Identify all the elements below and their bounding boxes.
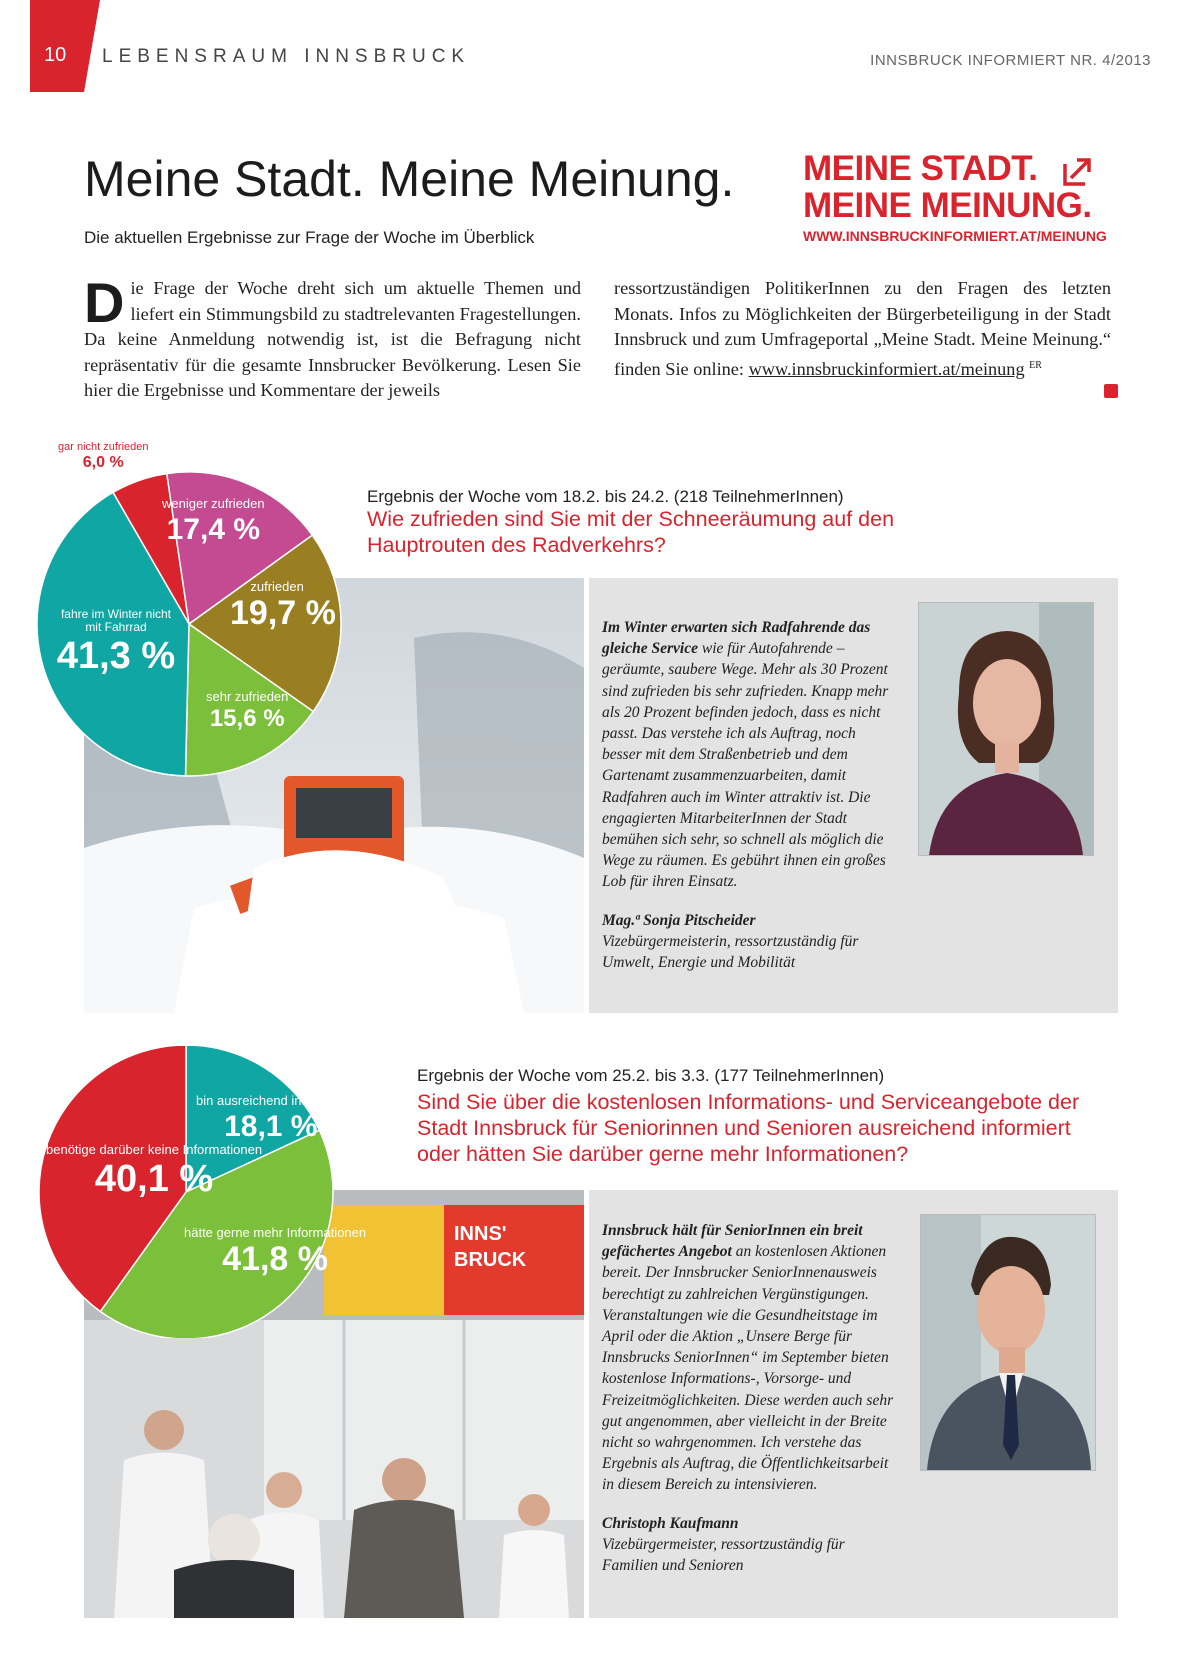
intro-column-right: [614, 276, 1111, 382]
pie2-keine-label: benötige darüber keine Informationen: [46, 1142, 263, 1157]
pie2-label-keine: [46, 1143, 262, 1201]
logo-line-1: MEINE STADT.: [803, 149, 1038, 188]
banner-brand: INNS': [454, 1223, 507, 1245]
pie1-zufrieden-label: zufrieden: [250, 579, 304, 594]
issue-label: INNSBRUCK INFORMIERT NR. 4/2013: [870, 52, 1151, 69]
intro-column-left: [84, 271, 581, 404]
pie2-ausreichend-label: bin ausreichend informiert: [196, 1093, 346, 1108]
pie2-gerne-value: 41,8 %: [222, 1240, 328, 1278]
page-title: Meine Stadt. Meine Meinung.: [84, 151, 735, 207]
poll1-comment-body: wie für Autofahrende – geräumte, saubere Wege. Mehr als 30 Prozent sind zufrieden bis sehr zufrieden. Knapp mehr als 20 Prozent befinden jedoch, dass es nicht passt. Das verstehe ich als Auftrag, noch besser mit dem Straßenbetrieb und dem Gartenamt zusammenzuarbeiten, damit Radfahren auch im Winter attraktiv ist. Die engagierten MitarbeiterInnen der Stadt bemühen sich sehr, so schnell als möglich die Wege zu räumen. Es gebührt ihnen ein großes Lob für ihren Einsatz.: [602, 640, 889, 891]
logo-url[interactable]: WWW.INNSBRUCKINFORMIERT.AT/MEINUNG: [803, 228, 1107, 244]
page-number: 10: [44, 44, 67, 66]
external-link-arrow-icon: [1061, 156, 1093, 186]
poll2-comment-body: an kostenlosen Aktionen bereit. Der Innsbrucker SeniorInnenausweis berechtigt zu zahlreichen Vergünstigungen. Veranstaltungen wie die Gesundheitstage im April oder die Aktion „Unsere Berge für Innsbrucks SeniorInnen“ im September bieten kostenlose Informations-, Vorsorge- und Freizeitmöglichkeiten. Diese werden auch sehr gut angenommen, aber vielleicht in der Breite nicht so wahrgenommen. Ich verstehe das Ergebnis als Auftrag, die Öffentlichkeitsarbeit in diesem Bereich zu intensivieren.: [602, 1243, 894, 1494]
pie1-label-weniger: [162, 497, 265, 549]
pie2-ausreichend-value: 18,1 %: [224, 1110, 318, 1143]
poll2-question: Sind Sie über die kostenlosen Informations- und Serviceangebote der Stadt Innsbruck für Seniorinnen und Senioren ausreichend informiert oder hätten Sie darüber gerne mehr Informationen?: [417, 1090, 1080, 1166]
banner-brand-2: BRUCK: [454, 1249, 527, 1271]
pie2-label-ausreichend: [196, 1094, 346, 1146]
section-title: LEBENSRAUM INNSBRUCK: [102, 46, 471, 67]
intro-text-right: ressortzuständigen PolitikerInnen zu den Fragen des letzten Monats. Infos zu Möglichkeiten der Bürgerbeteiligung in der Stadt Innsbruck und zum Umfrageportal „Meine Stadt. Meine Meinung.“ finden Sie online:: [614, 278, 1111, 379]
end-mark: [1104, 384, 1118, 398]
portrait-sonja-pitscheider: [918, 602, 1094, 856]
pie1-gar-nicht-value: 6,0 %: [82, 454, 124, 471]
drop-cap: D: [84, 271, 125, 334]
author-mark: ER: [1029, 359, 1042, 371]
pie1-gar-nicht-label: gar nicht zufrieden: [58, 441, 149, 453]
intro-text-left: ie Frage der Woche dreht sich um aktuelle Themen und liefert ein Stimmungsbild zu stadtrelevanten Fragestellungen. Da keine Anmeldung notwendig ist, ist die Befragung nicht repräsentativ für die gesamte Innsbrucker Bevölkerung. Lesen Sie hier die Ergebnisse und Kommentare der jeweils: [84, 278, 581, 400]
poll2-comment: [602, 1220, 898, 1576]
pie1-label-gar-nicht: [58, 440, 149, 472]
pie1-label-sehr: [206, 690, 288, 734]
poll1-comment: [602, 617, 898, 973]
pie1-label-zufrieden: [230, 580, 336, 632]
poll1-author-name: Mag.ª Sonja Pitscheider: [602, 911, 756, 929]
article-subtitle: Die aktuellen Ergebnisse zur Frage der Woche im Überblick: [84, 228, 535, 247]
pie2-gerne-label: hätte gerne mehr Informationen: [184, 1225, 367, 1240]
pie2-keine-value: 40,1 %: [94, 1158, 214, 1200]
portrait-christoph-kaufmann: [920, 1214, 1096, 1471]
poll2-date: Ergebnis der Woche vom 25.2. bis 3.3. (177 TeilnehmerInnen): [417, 1066, 885, 1085]
pie2-label-gerne: [184, 1226, 366, 1278]
pie1-weniger-value: 17,4 %: [166, 513, 261, 546]
pie1-zufrieden-value: 19,7 %: [230, 594, 336, 632]
poll1-date: Ergebnis der Woche vom 18.2. bis 24.2. (218 TeilnehmerInnen): [367, 487, 844, 506]
pie1-weniger-label: weniger zufrieden: [162, 496, 265, 511]
logo-line-2: MEINE MEINUNG.: [803, 186, 1092, 225]
pie1-sehr-label: sehr zufrieden: [206, 689, 289, 704]
pie1-fahre-label: fahre im Winter nicht mit Fahrrad: [60, 607, 172, 634]
poll2-author-role: Vizebürgermeister, ressortzuständig für Familien und Senioren: [602, 1535, 845, 1575]
poll1-comment-lead: Im Winter erwarten sich Radfahrende das gleiche Service: [602, 619, 871, 658]
meinung-link[interactable]: www.innsbruckinformiert.at/meinung: [748, 358, 1025, 379]
pie1-sehr-value: 15,6 %: [209, 705, 285, 732]
poll1-author-role: Vizebürgermeisterin, ressortzuständig für Umwelt, Energie und Mobilität: [602, 932, 859, 972]
poll2-comment-lead: Innsbruck hält für SeniorInnen ein breit gefächertes Angebot: [602, 1222, 863, 1261]
pie1-fahre-value: 41,3 %: [56, 635, 176, 677]
poll2-author-name: Christoph Kaufmann: [602, 1514, 739, 1532]
pie1-label-fahre: [54, 608, 178, 678]
poll1-question: Wie zufrieden sind Sie mit der Schneeräumung auf den Hauptrouten des Radverkehrs?: [367, 507, 895, 557]
meine-stadt-logo[interactable]: [803, 150, 1113, 244]
